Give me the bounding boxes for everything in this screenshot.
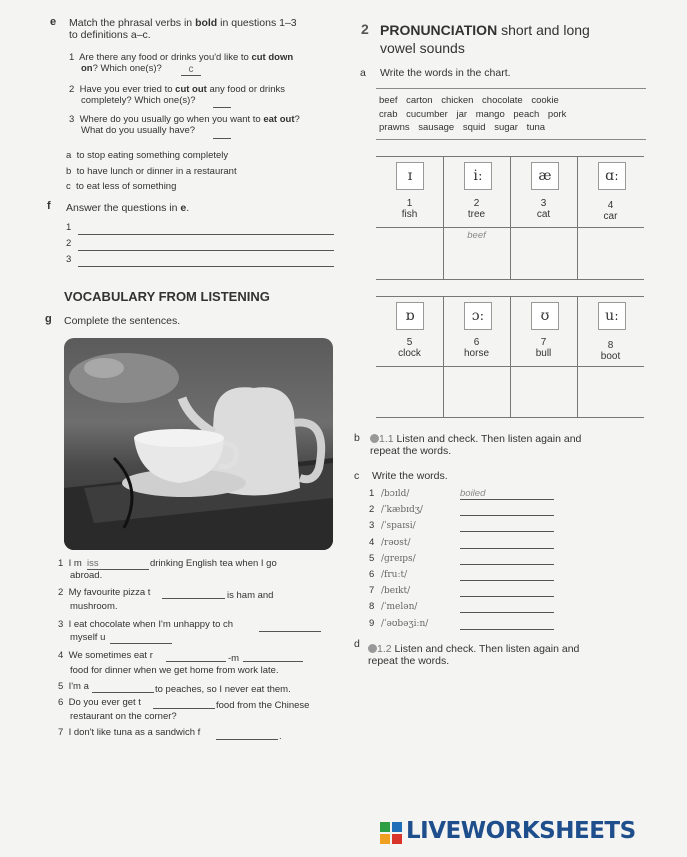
c-answer-5[interactable] xyxy=(460,553,554,565)
sentence-3-answer-b[interactable] xyxy=(110,643,172,644)
exercise-d-instruction: 1.2 Listen and check. Then listen again and xyxy=(368,643,579,655)
teapot-cup-illustration xyxy=(64,338,333,550)
c-answer-8[interactable] xyxy=(460,601,554,613)
e-question-2: 2 Have you ever tried to cut out any food or drinks completely? Which one(s)? xyxy=(69,84,285,106)
logo-icon xyxy=(380,822,402,844)
c-item-number: 2 xyxy=(369,504,375,516)
sentence-5: 5 I'm a xyxy=(58,681,89,692)
sentence-2-answer[interactable] xyxy=(162,598,225,599)
e-question-1: 1 Are there any food or drinks you'd like to cut down on? Which one(s)? xyxy=(69,52,294,74)
c-item-number: 4 xyxy=(369,536,375,548)
c-item-number: 6 xyxy=(369,569,375,580)
liveworksheets-logo xyxy=(376,818,676,848)
sentence-2-post: is ham and xyxy=(227,590,274,601)
chart1-answer-3[interactable] xyxy=(512,229,575,277)
sentence-6-answer[interactable] xyxy=(153,708,215,709)
c-item-number: 9 xyxy=(369,617,375,629)
sentence-4-mid: -m xyxy=(228,653,240,664)
f-answer-line-2[interactable] xyxy=(78,250,334,251)
word-box-row-3: prawns sausage squid sugar tuna xyxy=(379,122,546,133)
sentence-1-line2: abroad. xyxy=(70,570,103,581)
vowel-symbol-4: ɑː xyxy=(598,162,626,190)
sentence-3-line2: myself u xyxy=(70,632,106,643)
logo-text: LIVEWORKSHEETS xyxy=(406,818,636,844)
c-answer-6[interactable] xyxy=(460,569,554,581)
sentence-4-answer-a[interactable] xyxy=(166,661,226,662)
chart2-cell-6-label: 6 horse xyxy=(463,337,489,359)
exercise-c-letter: c xyxy=(354,470,360,482)
sentence-1-post: drinking English tea when I go xyxy=(150,558,277,569)
definition-b: b to have lunch or dinner in a restaurant xyxy=(66,166,237,177)
vowel-symbol-7: ʊ xyxy=(531,302,559,330)
chart2-cell-7-label: 7 bull xyxy=(535,337,552,359)
e-answer-1[interactable]: c xyxy=(181,64,201,76)
chart2-answer-6[interactable] xyxy=(445,368,508,415)
vowel-symbol-2: iː xyxy=(464,162,492,190)
exercise-d-letter: d xyxy=(354,638,360,650)
word-box-row-1: beef carton chicken chocolate cookie xyxy=(379,95,559,106)
exercise-b-line2: repeat the words. xyxy=(370,445,452,457)
sentence-5-answer[interactable] xyxy=(92,692,154,693)
c-item-phonetic: /rəʊst/ xyxy=(381,537,411,548)
sentence-4: 4 We sometimes eat r xyxy=(58,650,153,661)
c-item-phonetic: /ˈspaɪsi/ xyxy=(381,521,416,532)
f-line-3-num: 3 xyxy=(66,254,72,265)
f-answer-line-1[interactable] xyxy=(78,234,334,235)
exercise-d-line2: repeat the words. xyxy=(368,655,450,667)
sentence-5-post: to peaches, so I never eat them. xyxy=(155,684,291,695)
c-answer-4[interactable] xyxy=(460,537,554,549)
sentence-7-post: . xyxy=(279,731,282,742)
exercise-a-instruction: Write the words in the chart. xyxy=(380,67,511,79)
exercise-g-instruction: Complete the sentences. xyxy=(64,315,181,327)
vowel-symbol-1: ɪ xyxy=(396,162,424,190)
sentence-7: 7 I don't like tuna as a sandwich f xyxy=(58,727,201,738)
chart1-answer-1[interactable] xyxy=(378,229,441,277)
pronunciation-title: PRONUNCIATION short and long xyxy=(380,22,590,38)
chart1-cell-3-label: 3 cat xyxy=(536,198,551,220)
chart2-cell-8-label: 8 boot xyxy=(600,340,621,362)
c-answer-9[interactable] xyxy=(460,618,554,630)
c-answer-3[interactable] xyxy=(460,520,554,532)
e-question-3: 3 Where do you usually go when you want to eat out? What do you usually have? xyxy=(69,114,300,136)
exercise-a-letter: a xyxy=(360,67,366,79)
c-item-number: 5 xyxy=(369,552,375,564)
c-answer-1[interactable]: boiled xyxy=(460,488,554,500)
chart1-cell-1-label: 1 fish xyxy=(401,198,418,220)
sentence-4-answer-b[interactable] xyxy=(243,661,303,662)
chart2-answer-7[interactable] xyxy=(512,368,575,415)
exercise-f-letter: f xyxy=(47,200,51,212)
f-answer-line-3[interactable] xyxy=(78,266,334,267)
c-item-number: 3 xyxy=(369,520,375,532)
audio-icon[interactable] xyxy=(370,434,379,443)
exercise-e-instruction: Match the phrasal verbs in bold in questions 1–3 xyxy=(69,17,297,29)
sentence-3-answer-a[interactable] xyxy=(259,631,321,632)
pronunciation-number: 2 xyxy=(361,21,369,37)
tea-photo xyxy=(64,338,333,550)
sentence-4-line2: food for dinner when we get home from work late. xyxy=(70,665,279,676)
exercise-f-instruction: Answer the questions in e. xyxy=(66,202,190,214)
c-item-7 xyxy=(369,585,410,597)
c-item-phonetic: /ˈəʊbəʒiːn/ xyxy=(381,618,429,629)
c-item-phonetic: /ˈkæbɪdʒ/ xyxy=(381,505,423,516)
c-item-phonetic: /ˈmelən/ xyxy=(381,602,418,613)
c-item-1 xyxy=(369,488,409,500)
word-box xyxy=(376,88,646,140)
c-item-6 xyxy=(369,569,407,581)
vowel-symbol-8: uː xyxy=(598,302,626,330)
exercise-e-letter: e xyxy=(50,16,57,28)
vocab-heading: VOCABULARY FROM LISTENING xyxy=(64,289,270,304)
sentence-3: 3 I eat chocolate when I'm unhappy to ch xyxy=(58,619,234,630)
exercise-e-instruction-line2: to definitions a–c. xyxy=(69,29,151,41)
c-item-number: 7 xyxy=(369,585,375,597)
exercise-b-letter: b xyxy=(354,432,360,444)
c-item-phonetic: /fruːt/ xyxy=(381,570,408,580)
word-box-row-2: crab cucumber jar mango peach pork xyxy=(379,109,567,120)
c-answer-2[interactable] xyxy=(460,504,554,516)
chart2-answer-5[interactable] xyxy=(378,368,441,415)
chart1-cell-4-label: 4 car xyxy=(603,200,618,222)
vowel-symbol-6: ɔː xyxy=(464,302,492,330)
definition-c: c to eat less of something xyxy=(66,181,177,192)
c-item-number: 8 xyxy=(369,601,375,613)
chart2-answer-8[interactable] xyxy=(579,368,642,415)
c-answer-7[interactable] xyxy=(460,585,554,597)
c-item-phonetic: /beɪkt/ xyxy=(381,586,411,597)
f-line-1-num: 1 xyxy=(66,222,72,233)
exercise-g-letter: g xyxy=(45,313,52,325)
c-item-number: 1 xyxy=(369,488,375,499)
chart2-bottom-line xyxy=(376,417,644,418)
sentence-2-line2: mushroom. xyxy=(70,601,118,612)
c-item-8 xyxy=(369,601,417,613)
c-item-9 xyxy=(369,618,428,630)
c-item-3 xyxy=(369,520,416,532)
chart1-bottom-line xyxy=(376,279,644,280)
chart1-cell-2-label: 2 tree xyxy=(467,198,486,220)
exercise-c-instruction: Write the words. xyxy=(372,470,448,482)
exercise-b-instruction: 1.1 Listen and check. Then listen again and xyxy=(370,433,581,445)
audio-icon[interactable] xyxy=(368,644,377,653)
c-item-5 xyxy=(369,553,416,565)
sentence-6-line2: restaurant on the corner? xyxy=(70,711,177,722)
sentence-1-answer[interactable]: iss xyxy=(87,558,149,570)
e-answer-2[interactable] xyxy=(213,96,231,108)
sentence-7-answer[interactable] xyxy=(216,739,278,740)
e-answer-3[interactable] xyxy=(213,127,231,139)
c-item-phonetic: /bɔɪld/ xyxy=(381,489,410,499)
definition-a: a to stop eating something completely xyxy=(66,150,229,161)
sentence-6-post: food from the Chinese xyxy=(216,700,310,711)
sentence-2: 2 My favourite pizza t xyxy=(58,587,151,598)
chart2-cell-5-label: 5 clock xyxy=(398,337,421,359)
c-item-2 xyxy=(369,504,423,516)
vowel-symbol-3: æ xyxy=(531,162,559,190)
c-item-phonetic: /ɡreɪps/ xyxy=(381,553,416,564)
chart1-answer-4[interactable] xyxy=(579,229,642,277)
sentence-1: 1 I m xyxy=(58,558,82,569)
vowel-symbol-5: ɒ xyxy=(396,302,424,330)
f-line-2-num: 2 xyxy=(66,238,72,249)
sentence-6: 6 Do you ever get t xyxy=(58,697,141,708)
c-item-4 xyxy=(369,537,411,549)
chart1-answer-2[interactable]: beef xyxy=(467,230,486,241)
pronunciation-title-line2: vowel sounds xyxy=(380,40,465,56)
